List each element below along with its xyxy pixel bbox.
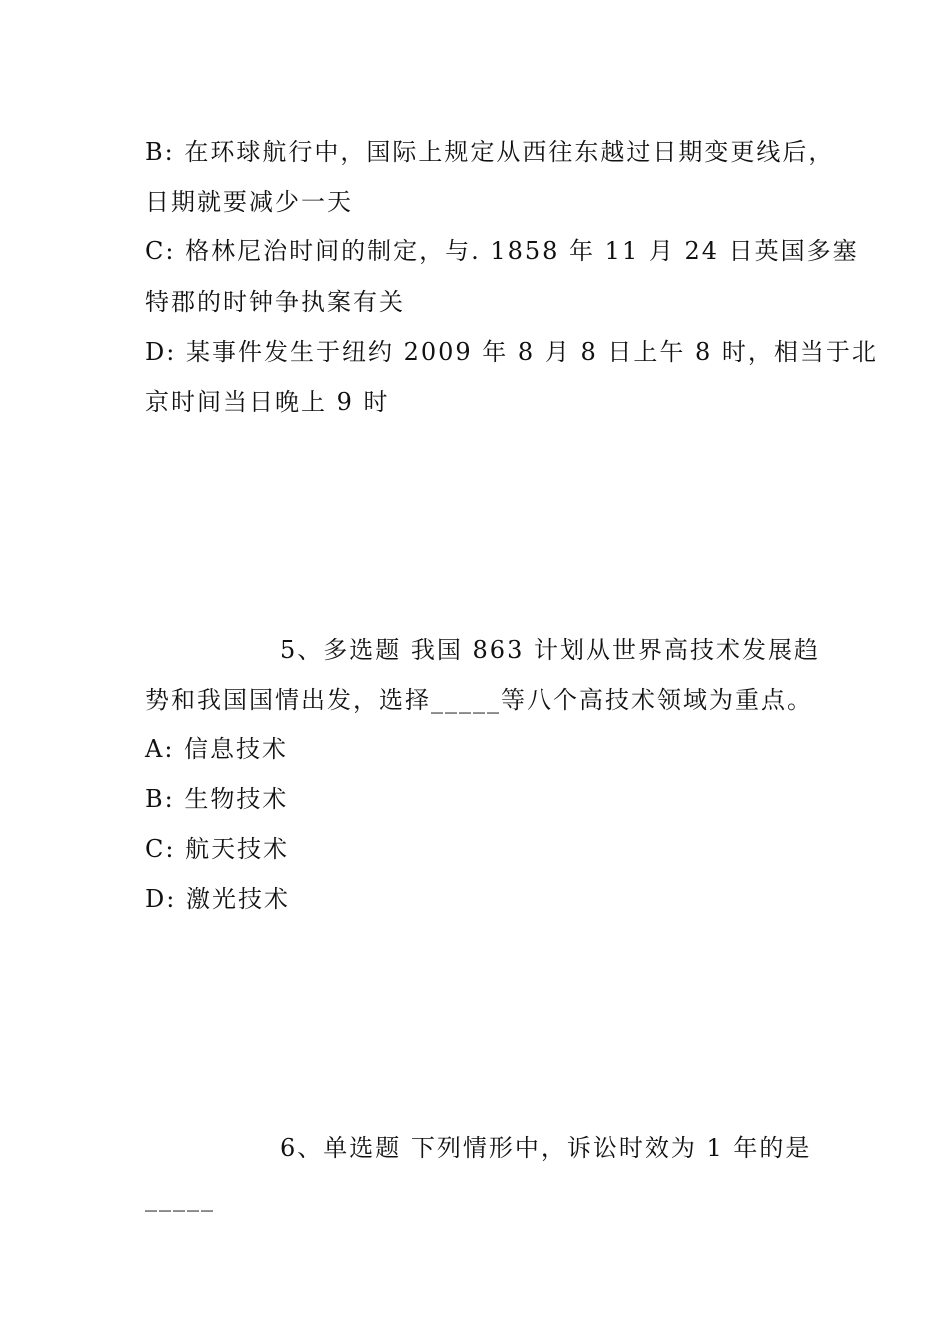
q4-option-d-line2: 京时间当日晚上 9 时 [145,388,390,416]
q6-stem-line1: 6、单选题 下列情形中，诉讼时效为 1 年的是 [280,1134,812,1162]
q5-option-a: A: 信息技术 [145,735,289,763]
q5-option-b: B: 生物技术 [145,785,289,813]
q4-option-d-line1: D: 某事件发生于纽约 2009 年 8 月 8 日上午 8 时，相当于北 [145,338,878,366]
q5-option-d: D: 激光技术 [145,885,290,913]
q5-stem-line1: 5、多选题 我国 863 计划从世界高技术发展趋 [280,636,820,664]
q4-option-b-line1: B: 在环球航行中，国际上规定从西往东越过日期变更线后， [145,138,835,166]
q5-option-c: C: 航天技术 [145,835,290,863]
q6-answer-blank: _____ [145,1184,215,1212]
q4-option-c-line1: C: 格林尼治时间的制定，与. 1858 年 11 月 24 日英国多塞 [145,237,859,265]
q4-option-b-line2: 日期就要减少一天 [145,188,353,216]
q4-option-c-line2: 特郡的时钟争执案有关 [145,288,405,316]
q5-stem-line2: 势和我国国情出发，选择_____等八个高技术领域为重点。 [145,686,813,714]
